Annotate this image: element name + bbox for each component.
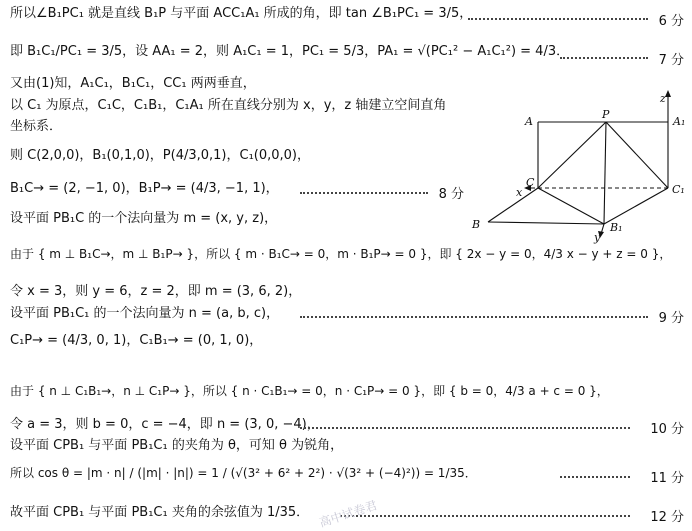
solution-line-10	[10, 284, 301, 300]
line-text: 所以 cos θ = |m · n| / (|m| · |n|) = 1 / (√(3² + 6² + 2²) · √(3² + (−4)²)) = 1/35．	[10, 466, 477, 480]
dot-leader	[340, 515, 630, 517]
score-label: 9 分	[658, 311, 684, 326]
point-label: C	[526, 176, 535, 189]
solution-line-15	[10, 438, 343, 454]
line-text: 又由(1)知，A₁C₁，B₁C₁，CC₁ 两两垂直，	[10, 76, 256, 91]
solution-line-11	[10, 306, 279, 322]
score-label: 7 分	[658, 53, 684, 68]
dot-leader	[300, 192, 428, 194]
edge-P-B1	[604, 122, 606, 224]
axis-label: y	[594, 231, 601, 244]
score-label: 11 分	[650, 471, 684, 486]
line-text: 由于 { m ⊥ B₁C→，m ⊥ B₁P→ }，所以 { m · B₁C→ = 0，m · B₁P→ = 0 }，即 { 2x − y = 0，4/3 x − y + z = 0 }，	[10, 247, 672, 261]
point-label: B	[472, 218, 481, 231]
solution-line-2	[10, 44, 569, 60]
line-text: 以 C₁ 为原点，C₁C，C₁B₁，C₁A₁ 所在直线分别为 x，y，z 轴建立空间直角	[10, 98, 447, 113]
solution-line-9	[10, 246, 671, 262]
line-text: 坐标系．	[10, 119, 63, 134]
dot-leader	[560, 57, 648, 59]
solution-line-1	[10, 6, 472, 22]
line-text: 令 a = 3，则 b = 0，c = −4，即 n = (3, 0, −4)，	[10, 417, 320, 432]
point-label: B₁	[610, 221, 623, 234]
score-label: 12 分	[650, 510, 684, 525]
line-text: 由于 { n ⊥ C₁B₁→，n ⊥ C₁P→ }，所以 { n · C₁B₁→ = 0，n · C₁P→ = 0 }，即 { b = 0，4/3 a + c = 0 }，	[10, 384, 609, 398]
line-text: 故平面 CPB₁ 与平面 PB₁C₁ 夹角的余弦值为 1/35．	[10, 505, 310, 520]
solution-line-16	[10, 465, 477, 481]
line-text: 所以∠B₁PC₁ 就是直线 B₁P 与平面 ACC₁A₁ 所成的角，即 tan ∠B₁PC₁ = 3/5，	[10, 6, 473, 21]
edge-B-C	[488, 188, 538, 222]
score-label: 10 分	[650, 422, 684, 437]
solution-line-7	[10, 181, 279, 197]
edge-C-P	[538, 122, 606, 188]
solution-line-3	[10, 76, 256, 92]
line-text: B₁C→ = (2, −1, 0)，B₁P→ = (4/3, −1, 1)，	[10, 181, 279, 196]
solution-line-4	[10, 98, 446, 114]
score-label: 6 分	[658, 14, 684, 29]
point-label: A	[525, 115, 533, 128]
dot-leader	[300, 316, 648, 318]
line-text: 设平面 CPB₁ 与平面 PB₁C₁ 的夹角为 θ，可知 θ 为锐角，	[10, 438, 344, 453]
edge-B-B1	[488, 222, 604, 224]
dot-leader	[300, 427, 630, 429]
axis-label: x	[516, 186, 523, 199]
z-arrow-icon	[665, 90, 671, 97]
solution-line-5	[10, 119, 62, 135]
point-label: P	[602, 108, 610, 121]
point-label: A₁	[673, 115, 686, 128]
edge-B1-C1	[604, 188, 668, 224]
watermark: 高中试卷君	[317, 498, 379, 530]
solution-line-6	[10, 148, 310, 164]
line-text: 则 C(2,0,0)，B₁(0,1,0)，P(4/3,0,1)，C₁(0,0,0)，	[10, 148, 311, 163]
line-text: 令 x = 3，则 y = 6，z = 2，即 m = (3, 6, 2)，	[10, 284, 302, 299]
point-label: C₁	[672, 183, 685, 196]
solution-line-13	[10, 383, 609, 399]
solution-line-12	[10, 333, 262, 349]
line-text: 设平面 PB₁C₁ 的一个法向量为 n = (a, b, c)，	[10, 306, 280, 321]
dot-leader	[560, 476, 630, 478]
geometry-figure	[458, 88, 686, 246]
solution-line-17	[10, 505, 309, 521]
line-text: 即 B₁C₁/PC₁ = 3/5，设 AA₁ = 2，则 A₁C₁ = 1，PC₁ = 5/3，PA₁ = √(PC₁² − A₁C₁²) = 4/3．	[10, 44, 570, 59]
axis-label: z	[660, 92, 666, 105]
edge-C-B1	[538, 188, 604, 224]
solution-line-14	[10, 417, 320, 433]
edge-P-C1	[606, 122, 668, 188]
solution-line-8	[10, 211, 277, 227]
dot-leader	[468, 18, 648, 20]
line-text: 设平面 PB₁C 的一个法向量为 m = (x, y, z)，	[10, 211, 278, 226]
score-label: 8 分	[438, 187, 464, 202]
line-text: C₁P→ = (4/3, 0, 1)，C₁B₁→ = (0, 1, 0)，	[10, 333, 263, 348]
